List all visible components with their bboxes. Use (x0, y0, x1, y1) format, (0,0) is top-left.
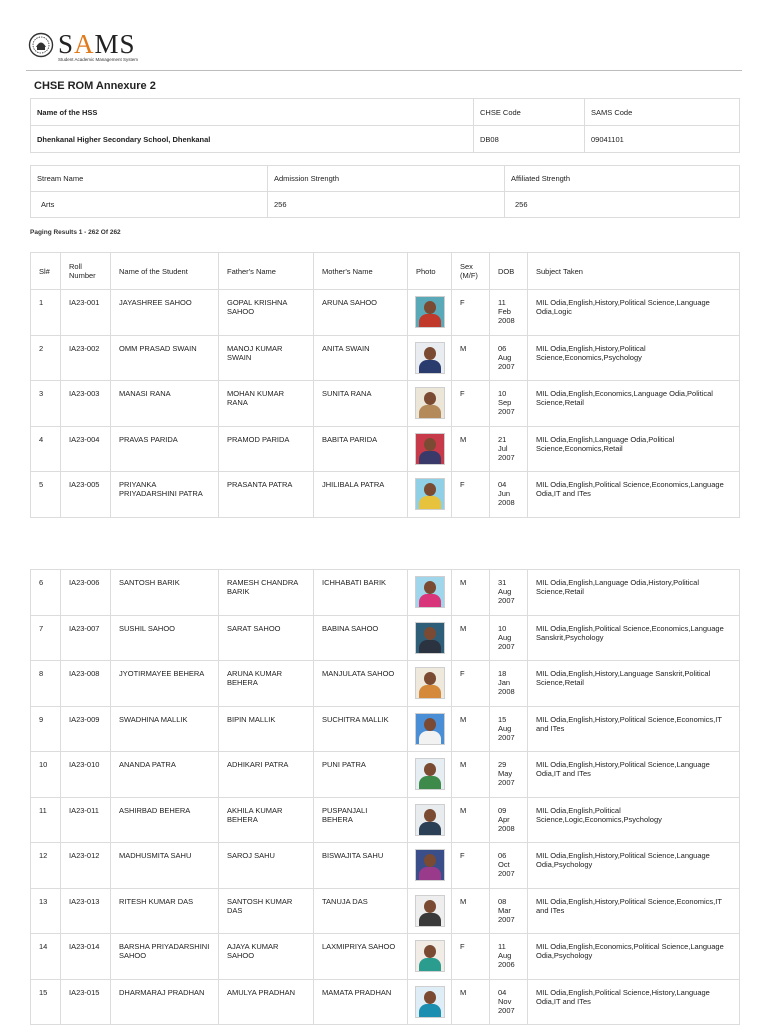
student-photo (415, 986, 445, 1018)
header-divider (26, 70, 742, 71)
student-father-name: RAMESH CHANDRA BARIK (219, 570, 314, 616)
student-dob: 10 Sep 2007 (490, 381, 528, 427)
student-sl: 13 (31, 888, 61, 934)
student-subjects: MIL Odia,English,Political Science,Economics,Language Sanskrit,Psychology (528, 615, 740, 661)
student-mother-name: JHILIBALA PATRA (314, 472, 408, 518)
hss-name: Dhenkanal Higher Secondary School, Dhenkanal (31, 126, 474, 153)
col-student-name: Name of the Student (111, 253, 219, 290)
student-father-name: MANOJ KUMAR SWAIN (219, 335, 314, 381)
student-photo-cell (408, 797, 452, 843)
logo-subtitle: Student Academic Management System (58, 57, 139, 62)
student-subjects: MIL Odia,English,History,Language Sanskrit,Political Science,Retail (528, 661, 740, 707)
student-roll-number: IA23-008 (61, 661, 111, 707)
student-subjects: MIL Odia,English,Language Odia,Political Science,Economics,Retail (528, 426, 740, 472)
student-sex: F (452, 661, 490, 707)
student-father-name: ARUNA KUMAR BEHERA (219, 661, 314, 707)
student-dob: 29 May 2007 (490, 752, 528, 798)
student-name: SANTOSH BARIK (111, 570, 219, 616)
student-photo-cell (408, 661, 452, 707)
student-roll-number: IA23-009 (61, 706, 111, 752)
student-mother-name: SUNITA RANA (314, 381, 408, 427)
student-roll-number: IA23-012 (61, 843, 111, 889)
student-sl: 6 (31, 570, 61, 616)
student-mother-name: PUSPANJALI BEHERA (314, 797, 408, 843)
table-row (31, 752, 740, 798)
student-father-name: ADHIKARI PATRA (219, 752, 314, 798)
student-name: OMM PRASAD SWAIN (111, 335, 219, 381)
student-dob: 11 Feb 2008 (490, 290, 528, 336)
student-dob: 15 Aug 2007 (490, 706, 528, 752)
hss-name-header: Name of the HSS (31, 99, 474, 126)
student-father-name: SARAT SAHOO (219, 615, 314, 661)
student-roll-number: IA23-013 (61, 888, 111, 934)
sams-code-header: SAMS Code (585, 99, 740, 126)
col-photo: Photo (408, 253, 452, 290)
student-photo-cell (408, 934, 452, 980)
student-sex: M (452, 426, 490, 472)
student-photo-cell (408, 706, 452, 752)
admission-strength: 256 (268, 192, 505, 218)
student-mother-name: MAMATA PRADHAN (314, 979, 408, 1025)
table-row (31, 426, 740, 472)
student-photo-cell (408, 570, 452, 616)
col-subjects: Subject Taken (528, 253, 740, 290)
student-photo-cell (408, 335, 452, 381)
student-sl: 14 (31, 934, 61, 980)
table-row (31, 335, 740, 381)
student-photo (415, 433, 445, 465)
student-sl: 5 (31, 472, 61, 518)
student-sex: M (452, 797, 490, 843)
student-mother-name: PUNI PATRA (314, 752, 408, 798)
student-roll-number: IA23-003 (61, 381, 111, 427)
sams-logo (28, 28, 148, 68)
col-roll-number: Roll Number (61, 253, 111, 290)
student-sex: M (452, 752, 490, 798)
student-photo-cell (408, 888, 452, 934)
student-roll-number: IA23-002 (61, 335, 111, 381)
student-name: SUSHIL SAHOO (111, 615, 219, 661)
student-sex: F (452, 472, 490, 518)
student-subjects: MIL Odia,English,History,Political Science,Language Odia,Logic (528, 290, 740, 336)
page-header (0, 0, 768, 72)
document-title: CHSE ROM Annexure 2 (34, 80, 156, 92)
student-name: MADHUSMITA SAHU (111, 843, 219, 889)
odisha-emblem-icon (28, 32, 54, 58)
student-father-name: AJAYA KUMAR SAHOO (219, 934, 314, 980)
student-photo (415, 849, 445, 881)
student-sl: 3 (31, 381, 61, 427)
student-sl: 1 (31, 290, 61, 336)
student-photo (415, 622, 445, 654)
paging-summary: Paging Results 1 - 262 Of 262 (30, 229, 121, 236)
student-rows-page-1 (31, 290, 740, 518)
student-subjects: MIL Odia,English,History,Political Science,Language Odia,Psychology (528, 843, 740, 889)
student-name: SWADHINA MALLIK (111, 706, 219, 752)
student-mother-name: LAXMIPRIYA SAHOO (314, 934, 408, 980)
student-subjects: MIL Odia,English,Economics,Language Odia,Political Science,Retail (528, 381, 740, 427)
table-row (31, 934, 740, 980)
logo-wordmark: SAMS (58, 29, 136, 59)
table-row (31, 615, 740, 661)
student-subjects: MIL Odia,English,History,Political Science,Economics,Psychology (528, 335, 740, 381)
student-name: PRAVAS PARIDA (111, 426, 219, 472)
student-sex: M (452, 979, 490, 1025)
student-mother-name: TANUJA DAS (314, 888, 408, 934)
student-father-name: PRAMOD PARIDA (219, 426, 314, 472)
student-sex: F (452, 934, 490, 980)
student-sl: 4 (31, 426, 61, 472)
student-father-name: SAROJ SAHU (219, 843, 314, 889)
student-father-name: MOHAN KUMAR RANA (219, 381, 314, 427)
stream-info-table (30, 165, 740, 218)
student-mother-name: BABINA SAHOO (314, 615, 408, 661)
student-dob: 31 Aug 2007 (490, 570, 528, 616)
student-photo-cell (408, 752, 452, 798)
student-photo-cell (408, 979, 452, 1025)
student-mother-name: MANJULATA SAHOO (314, 661, 408, 707)
student-subjects: MIL Odia,English,Political Science,History,Language Odia,IT and ITes (528, 979, 740, 1025)
student-sex: M (452, 615, 490, 661)
student-father-name: AKHILA KUMAR BEHERA (219, 797, 314, 843)
table-row (31, 290, 740, 336)
student-sl: 2 (31, 335, 61, 381)
student-subjects: MIL Odia,English,Political Science,Logic,Economics,Psychology (528, 797, 740, 843)
chse-code-header: CHSE Code (474, 99, 585, 126)
student-sex: F (452, 843, 490, 889)
table-row (31, 797, 740, 843)
student-rows-page-2 (31, 570, 740, 1025)
student-photo (415, 478, 445, 510)
student-roll-number: IA23-011 (61, 797, 111, 843)
student-photo (415, 713, 445, 745)
student-photo-cell (408, 843, 452, 889)
student-father-name: GOPAL KRISHNA SAHOO (219, 290, 314, 336)
student-dob: 11 Aug 2006 (490, 934, 528, 980)
student-table-page-1 (30, 252, 740, 518)
student-roll-number: IA23-015 (61, 979, 111, 1025)
col-father-name: Father's Name (219, 253, 314, 290)
student-photo (415, 387, 445, 419)
student-dob: 04 Jun 2008 (490, 472, 528, 518)
student-dob: 09 Apr 2008 (490, 797, 528, 843)
student-dob: 04 Nov 2007 (490, 979, 528, 1025)
chse-code: DB08 (474, 126, 585, 153)
table-row (31, 979, 740, 1025)
table-row (31, 661, 740, 707)
hss-info-table (30, 98, 740, 153)
student-subjects: MIL Odia,English,Political Science,Economics,Language Odia,IT and ITes (528, 472, 740, 518)
student-photo-cell (408, 426, 452, 472)
student-subjects: MIL Odia,English,History,Political Science,Economics,IT and ITes (528, 888, 740, 934)
col-sex: Sex (M/F) (452, 253, 490, 290)
student-dob: 10 Aug 2007 (490, 615, 528, 661)
student-sl: 8 (31, 661, 61, 707)
table-row (31, 706, 740, 752)
student-sex: M (452, 570, 490, 616)
affiliated-strength-header: Affiliated Strength (505, 166, 740, 192)
student-photo (415, 667, 445, 699)
table-row (31, 843, 740, 889)
student-photo (415, 940, 445, 972)
student-roll-number: IA23-010 (61, 752, 111, 798)
student-subjects: MIL Odia,English,History,Political Science,Economics,IT and ITes (528, 706, 740, 752)
student-photo-cell (408, 472, 452, 518)
student-subjects: MIL Odia,English,Economics,Political Science,Language Odia,Psychology (528, 934, 740, 980)
student-name: RITESH KUMAR DAS (111, 888, 219, 934)
student-roll-number: IA23-004 (61, 426, 111, 472)
sams-code: 09041101 (585, 126, 740, 153)
student-sl: 10 (31, 752, 61, 798)
student-dob: 18 Jan 2008 (490, 661, 528, 707)
table-row (31, 888, 740, 934)
student-table-page-2 (30, 569, 740, 1025)
student-mother-name: ARUNA SAHOO (314, 290, 408, 336)
student-subjects: MIL Odia,English,Language Odia,History,Political Science,Retail (528, 570, 740, 616)
student-dob: 06 Oct 2007 (490, 843, 528, 889)
student-name: MANASI RANA (111, 381, 219, 427)
student-photo (415, 576, 445, 608)
student-photo (415, 342, 445, 374)
student-mother-name: ICHHABATI BARIK (314, 570, 408, 616)
student-roll-number: IA23-006 (61, 570, 111, 616)
table-row (31, 381, 740, 427)
student-mother-name: BABITA PARIDA (314, 426, 408, 472)
student-photo (415, 758, 445, 790)
student-name: DHARMARAJ PRADHAN (111, 979, 219, 1025)
student-sex: M (452, 335, 490, 381)
student-roll-number: IA23-001 (61, 290, 111, 336)
student-name: ANANDA PATRA (111, 752, 219, 798)
student-mother-name: SUCHITRA MALLIK (314, 706, 408, 752)
student-sl: 11 (31, 797, 61, 843)
col-dob: DOB (490, 253, 528, 290)
student-sex: F (452, 381, 490, 427)
student-sl: 15 (31, 979, 61, 1025)
student-dob: 06 Aug 2007 (490, 335, 528, 381)
affiliated-strength: 256 (505, 192, 740, 218)
student-sex: M (452, 888, 490, 934)
student-sex: F (452, 290, 490, 336)
student-roll-number: IA23-007 (61, 615, 111, 661)
col-sl: Sl# (31, 253, 61, 290)
student-father-name: SANTOSH KUMAR DAS (219, 888, 314, 934)
student-photo (415, 804, 445, 836)
student-photo-cell (408, 290, 452, 336)
student-photo-cell (408, 381, 452, 427)
student-photo (415, 296, 445, 328)
student-name: JYOTIRMAYEE BEHERA (111, 661, 219, 707)
student-mother-name: BISWAJITA SAHU (314, 843, 408, 889)
student-father-name: BIPIN MALLIK (219, 706, 314, 752)
student-dob: 21 Jul 2007 (490, 426, 528, 472)
student-dob: 08 Mar 2007 (490, 888, 528, 934)
student-roll-number: IA23-014 (61, 934, 111, 980)
stream-name: Arts (31, 192, 268, 218)
student-sl: 12 (31, 843, 61, 889)
stream-name-header: Stream Name (31, 166, 268, 192)
student-name: BARSHA PRIYADARSHINI SAHOO (111, 934, 219, 980)
student-sl: 7 (31, 615, 61, 661)
table-row (31, 472, 740, 518)
student-photo (415, 895, 445, 927)
student-name: JAYASHREE SAHOO (111, 290, 219, 336)
col-mother-name: Mother's Name (314, 253, 408, 290)
student-father-name: AMULYA PRADHAN (219, 979, 314, 1025)
student-mother-name: ANITA SWAIN (314, 335, 408, 381)
student-sl: 9 (31, 706, 61, 752)
student-name: PRIYANKA PRIYADARSHINI PATRA (111, 472, 219, 518)
table-row (31, 570, 740, 616)
student-sex: M (452, 706, 490, 752)
admission-strength-header: Admission Strength (268, 166, 505, 192)
student-father-name: PRASANTA PATRA (219, 472, 314, 518)
student-roll-number: IA23-005 (61, 472, 111, 518)
student-photo-cell (408, 615, 452, 661)
student-subjects: MIL Odia,English,History,Political Science,Language Odia,IT and ITes (528, 752, 740, 798)
student-name: ASHIRBAD BEHERA (111, 797, 219, 843)
